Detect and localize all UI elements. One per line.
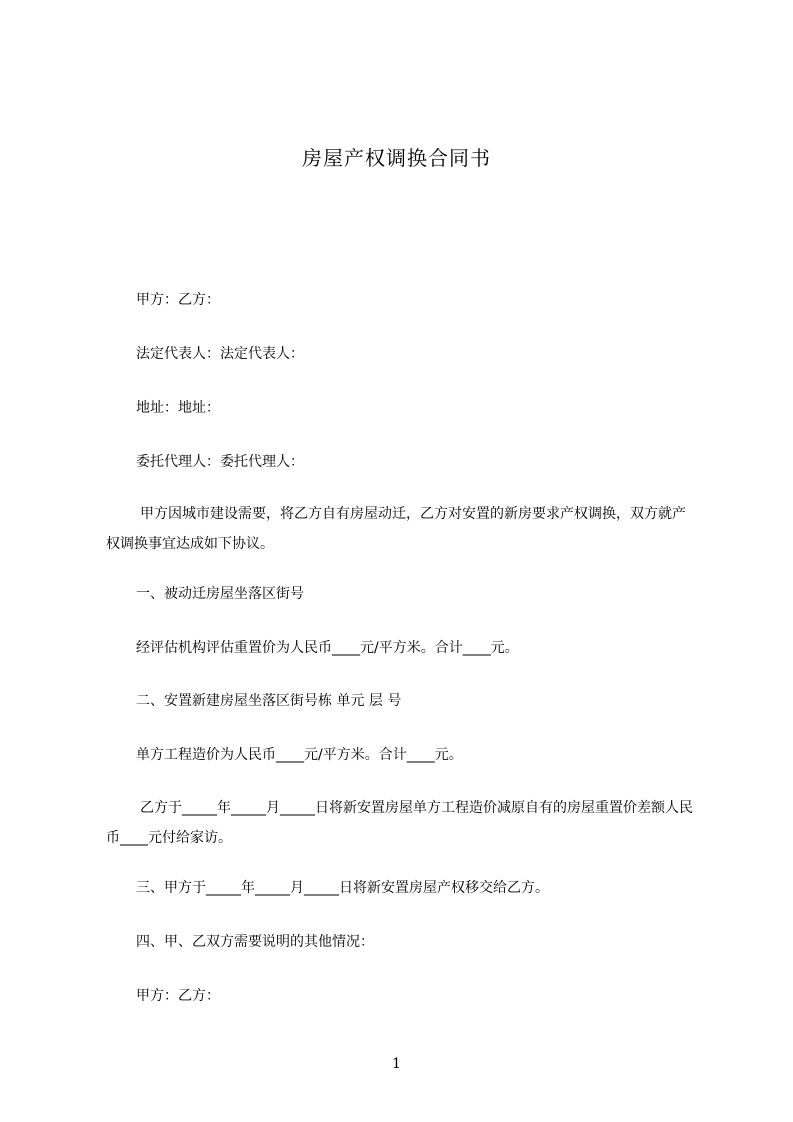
section-1-heading: 一、被动迁房屋坐落区街号 xyxy=(136,586,304,602)
section-2-detail: 单方工程造价为人民币____元/平方米。合计____元。 xyxy=(136,747,463,763)
section-1-detail: 经评估机构评估重置价为人民币____元/平方米。合计____元。 xyxy=(136,640,519,656)
signature-line: 甲方：乙方： xyxy=(136,988,220,1004)
page-number: 1 xyxy=(392,1056,401,1072)
section-3: 三、甲方于_____年_____月_____日将新安置房屋产权移交给乙方。 xyxy=(136,880,549,896)
payment-paragraph xyxy=(106,793,696,853)
intro-paragraph-text: 甲方因城市建设需要，将乙方自有房屋动迁，乙方对安置的新房要求产权调换，双方就产权调换事宜达成如下协议。 xyxy=(106,506,686,552)
section-2-heading: 二、安置新建房屋坐落区街号栋 单元 层 号 xyxy=(136,693,402,709)
document-title: 房屋产权调换合同书 xyxy=(302,146,491,170)
agent-line: 委托代理人：委托代理人： xyxy=(136,454,304,470)
payment-paragraph-text: 乙方于_____年_____月_____日将新安置房屋单方工程造价减原自有的房屋重置价差额人民币____元付给家访。 xyxy=(106,800,693,846)
address-line: 地址：地址： xyxy=(136,400,220,416)
parties-line: 甲方：乙方： xyxy=(136,292,220,308)
intro-paragraph xyxy=(106,499,696,559)
legal-representative-line: 法定代表人：法定代表人： xyxy=(136,346,304,362)
section-4: 四、甲、乙双方需要说明的其他情况： xyxy=(136,934,374,950)
